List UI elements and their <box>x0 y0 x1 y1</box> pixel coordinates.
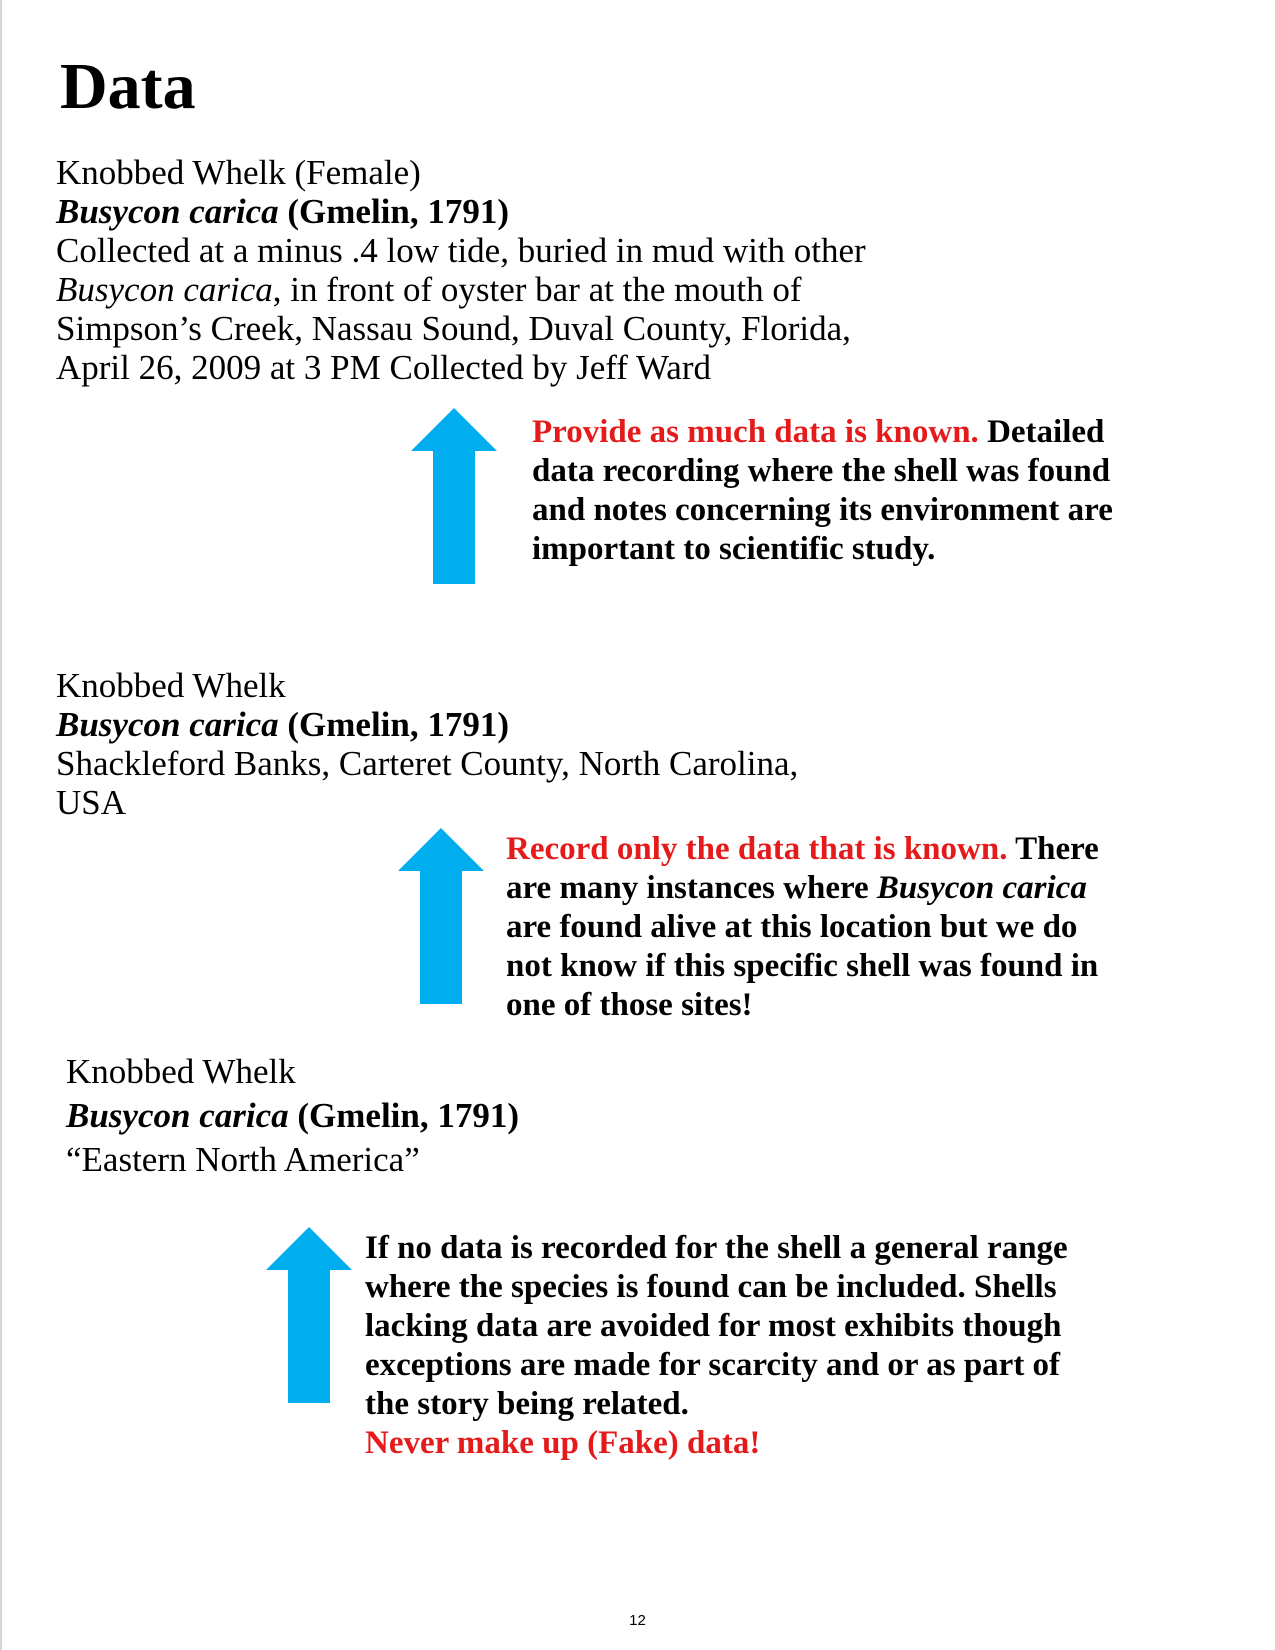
note-1-line-1 <box>532 413 1113 452</box>
label-1-common-name: Knobbed Whelk (Female) <box>56 153 421 192</box>
label-3-scientific-name <box>66 1094 519 1138</box>
note-1-line-4: important to scientific study. <box>532 531 936 567</box>
note-3-line-5: the story being related. <box>365 1386 689 1422</box>
note-1 <box>532 413 1113 569</box>
label-2-authority: (Gmelin, 1791) <box>278 705 510 744</box>
note-3-red-line: Never make up (Fake) data! <box>365 1425 761 1461</box>
note-3 <box>365 1229 1068 1463</box>
arrow-up-icon-2 <box>398 828 484 1004</box>
arrow-up-icon-3 <box>266 1227 352 1403</box>
label-3-line-3: “Eastern North America” <box>66 1140 420 1179</box>
note-2-line-1 <box>506 830 1099 869</box>
note-3-line-3: lacking data are avoided for most exhibits though <box>365 1308 1062 1344</box>
note-3-line-2: where the species is found can be included. Shells <box>365 1269 1057 1305</box>
note-1-line-2: data recording where the shell was found <box>532 453 1111 489</box>
note-2-line-3: are found alive at this location but we do <box>506 909 1078 945</box>
note-2-red-text: Record only the data that is known. <box>506 831 1008 867</box>
label-1-scientific-name <box>56 192 866 231</box>
note-1-line-3: and notes concerning its environment are <box>532 492 1113 528</box>
note-1-red-text: Provide as much data is known. <box>532 414 979 450</box>
label-1-line-4-rest: , in front of oyster bar at the mouth of <box>272 270 802 309</box>
page-number: 12 <box>629 1612 646 1629</box>
note-3-line-4: exceptions are made for scarcity and or as part of <box>365 1347 1061 1383</box>
label-1-authority: (Gmelin, 1791) <box>278 192 510 231</box>
label-1-line-5: Simpson’s Creek, Nassau Sound, Duval County, Florida, <box>56 309 851 348</box>
note-2-line-2-species: Busycon carica <box>876 870 1087 906</box>
label-1-line-4 <box>56 270 866 309</box>
arrow-up-icon-1 <box>411 408 497 584</box>
label-1-line-4-species: Busycon carica <box>56 270 273 309</box>
specimen-label-3 <box>66 1050 519 1182</box>
specimen-label-1 <box>56 153 866 387</box>
note-2-line-4: not know if this specific shell was found in <box>506 948 1099 984</box>
page-title: Data <box>60 50 196 123</box>
note-2 <box>506 830 1099 1025</box>
label-1-line-3: Collected at a minus .4 low tide, buried in mud with other <box>56 231 866 270</box>
page-edge <box>0 0 2 1650</box>
label-2-common-name: Knobbed Whelk <box>56 666 286 705</box>
label-1-species: Busycon carica <box>56 192 279 231</box>
note-2-line-2-start: are many instances where <box>506 870 877 906</box>
label-1-line-6: April 26, 2009 at 3 PM Collected by Jeff Ward <box>56 348 711 387</box>
label-2-species: Busycon carica <box>56 705 279 744</box>
specimen-label-2 <box>56 666 798 822</box>
label-2-line-4: USA <box>56 783 127 822</box>
label-3-species: Busycon carica <box>66 1096 289 1135</box>
note-2-line-2 <box>506 869 1099 908</box>
label-3-authority: (Gmelin, 1791) <box>288 1096 520 1135</box>
note-1-line-1-rest: Detailed <box>978 414 1105 450</box>
note-2-line-5: one of those sites! <box>506 987 753 1023</box>
note-2-line-1-rest: There <box>1007 831 1099 867</box>
label-2-line-3: Shackleford Banks, Carteret County, North Carolina, <box>56 744 799 783</box>
note-3-line-1: If no data is recorded for the shell a general range <box>365 1230 1068 1266</box>
label-3-common-name: Knobbed Whelk <box>66 1052 296 1091</box>
label-2-scientific-name <box>56 705 798 744</box>
